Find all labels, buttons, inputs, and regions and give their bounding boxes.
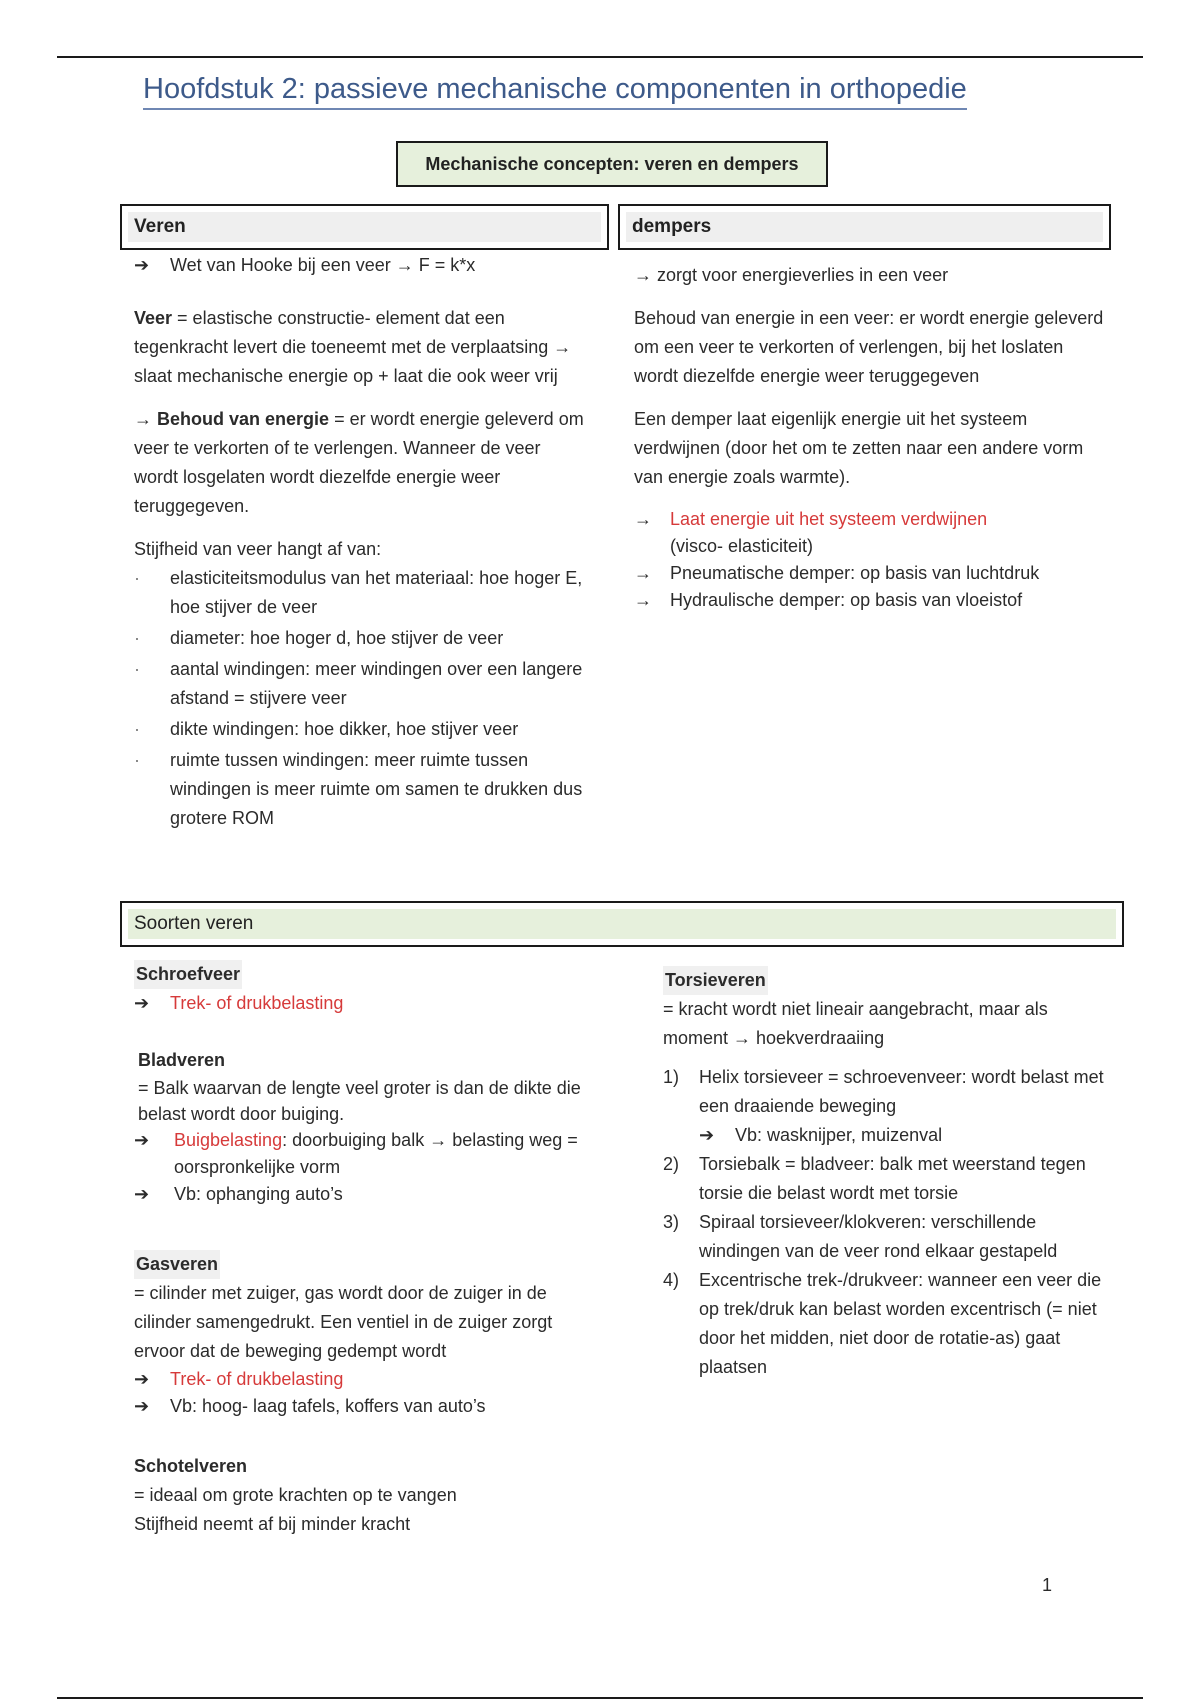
soorten-header (120, 901, 1124, 947)
bladveren-list (134, 1127, 594, 1208)
hooke-line: ➔ Wet van Hooke bij een veer → F = k*x (134, 251, 589, 280)
gasveren-definition: = cilinder met zuiger, gas wordt door de zuiger in de cilinder samengedrukt. Een ventiel in de zuiger zorgt ervoor dat de beweging gedempt wordt (134, 1283, 553, 1361)
stiffness-intro: Stijfheid van veer hangt af van: (134, 539, 382, 559)
list-item: · diameter: hoe hoger d, hoe stijver de veer (134, 624, 589, 653)
dempers-header-label: dempers (626, 212, 1103, 242)
arrow-icon: → (634, 590, 652, 610)
dempers-intro: → zorgt voor energieverlies in een veer (634, 265, 949, 285)
list-item: → Pneumatische demper: op basis van luchtdruk (634, 560, 1104, 587)
schotelveren-line-1: = ideaal om grote krachten op te vangen (134, 1485, 457, 1505)
arrow-icon: ➔ (134, 1130, 150, 1150)
top-rule (57, 56, 1143, 58)
energy-paragraph: → Behoud van energie = er wordt energie geleverd om veer te verkorten of te verlengen. Wanneer de veer wordt losgelaten wordt diezelfde energie weer teruggegeven. (134, 409, 584, 516)
veren-header-label: Veren (128, 212, 601, 242)
dempers-column (634, 261, 1104, 614)
soorten-header-label: Soorten veren (128, 909, 1116, 939)
stiffness-list (134, 564, 589, 833)
list-item: · elasticiteitsmodulus van het materiaal: hoe hoger E, hoe stijver de veer (134, 564, 589, 622)
dempers-header (618, 204, 1111, 250)
schotelveren-line-2: Stijfheid neemt af bij minder kracht (134, 1514, 411, 1534)
list-item: → Laat energie uit het systeem verdwijnen (visco- elasticiteit) (634, 506, 1104, 560)
bladveren-definition: = Balk waarvan de lengte veel groter is dan de dikte die belast wordt door buiging. (138, 1078, 581, 1124)
schroefveer-item: ➔ Trek- of drukbelasting (134, 989, 594, 1018)
torsieveren-list (663, 1063, 1113, 1382)
list-item: ➔ Vb: ophanging auto’s (134, 1181, 594, 1208)
veer-definition: Veer = elastische constructie- element dat een tegenkracht levert die toeneemt met de verplaatsing → slaat mechanische energie op + laat die ook weer vrij (134, 308, 572, 386)
page-number: 1 (1042, 1575, 1053, 1595)
schroefveer-title: Schroefveer (134, 960, 242, 989)
dempers-paragraph-1: Behoud van energie in een veer: er wordt energie geleverd om een veer te verkorten of verlengen, bij het loslaten wordt diezelfde energie weer teruggegeven (634, 308, 1104, 386)
list-item: ➔ Vb: hoog- laag tafels, koffers van auto’s (134, 1393, 594, 1420)
list-item: 2) Torsiebalk = bladveer: balk met weerstand tegen torsie die belast wordt met torsie (663, 1154, 1086, 1203)
gasveren-list (134, 1366, 594, 1420)
section-box: Mechanische concepten: veren en dempers (396, 141, 828, 187)
arrow-icon: ➔ (134, 1396, 150, 1416)
list-item: 1) Helix torsieveer = schroevenveer: wordt belast met een draaiende beweging ➔ Vb: wasknijper, muizenval (663, 1063, 1113, 1150)
soorten-right-column (663, 966, 1113, 1382)
dempers-list (634, 506, 1104, 614)
list-item: 3) Spiraal torsieveer/klokveren: verschillende windingen van de veer rond elkaar gestapeld (663, 1212, 1058, 1261)
bladveren-title: Bladveren (138, 1050, 226, 1070)
page-title: Hoofdstuk 2: passieve mechanische componenten in orthopedie (143, 72, 967, 110)
arrow-icon: → (634, 509, 652, 529)
dempers-paragraph-2: Een demper laat eigenlijk energie uit het systeem verdwijnen (door het om te zetten naar een andere vorm van energie zoals warmte). (634, 409, 1084, 487)
arrow-icon: ➔ (134, 1184, 150, 1204)
arrow-icon: → (134, 409, 152, 429)
list-item: · dikte windingen: hoe dikker, hoe stijver veer (134, 715, 589, 744)
list-item: ➔ Buigbelasting: doorbuiging balk → belasting weg = oorspronkelijke vorm (134, 1127, 594, 1181)
arrow-icon: ➔ (134, 255, 150, 275)
list-item: 4) Excentrische trek-/drukveer: wanneer een veer die op trek/druk kan belast worden excentrisch (= niet door het midden, niet door de rotatie-as) gaat plaatsen (663, 1270, 1102, 1377)
list-item: · aantal windingen: meer windingen over een langere afstand = stijvere veer (134, 655, 589, 713)
list-item: · ruimte tussen windingen: meer ruimte tussen windingen is meer ruimte om samen te drukken dus grotere ROM (134, 746, 589, 833)
list-item: ➔ Trek- of drukbelasting (134, 1366, 594, 1393)
arrow-icon: ➔ (134, 993, 150, 1013)
torsieveren-title: Torsieveren (663, 966, 768, 995)
arrow-icon: → (634, 563, 652, 583)
arrow-icon: ➔ (699, 1125, 715, 1145)
veren-column (134, 251, 589, 835)
torsieveren-definition: = kracht wordt niet lineair aangebracht, maar als moment → hoekverdraaiing (663, 999, 1048, 1048)
bottom-rule (57, 1697, 1143, 1699)
veren-header (120, 204, 609, 250)
gasveren-title: Gasveren (134, 1250, 220, 1279)
arrow-icon: ➔ (134, 1369, 150, 1389)
soorten-left-column (134, 960, 594, 1539)
schotelveren-title: Schotelveren (134, 1456, 248, 1476)
list-item: → Hydraulische demper: op basis van vloeistof (634, 587, 1104, 614)
